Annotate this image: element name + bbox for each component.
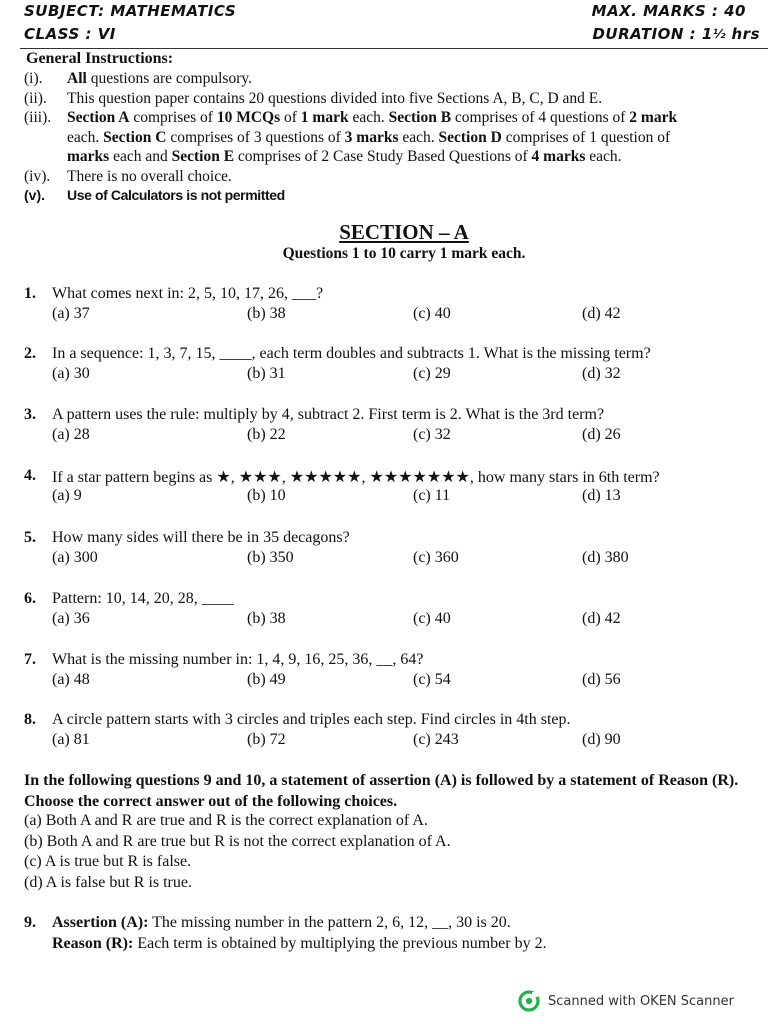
option-c: (c) 54 bbox=[413, 671, 451, 688]
option-c: (c) 243 bbox=[413, 731, 459, 748]
option-c: (c) 11 bbox=[413, 487, 451, 504]
option-d: (d) 32 bbox=[582, 365, 621, 382]
assertion-reason-intro: In the following questions 9 and 10, a statement of assertion (A) is followed by a statement of Reason (R). Choose the correct answer out of the following choices. bbox=[24, 772, 739, 810]
instruction-item bbox=[24, 167, 232, 187]
question-number: 4. bbox=[24, 467, 36, 484]
assertion-choice-a: (a) Both A and R are true and R is the correct explanation of A. bbox=[24, 812, 428, 829]
instruction-text: each. Section C comprises of 3 questions of 3 marks each. Section D comprises of 1 question of bbox=[67, 128, 671, 146]
assertion-line: Assertion (A): The missing number in the pattern 2, 6, 12, __, 30 is 20. bbox=[52, 914, 511, 931]
option-c: (c) 32 bbox=[413, 426, 451, 443]
question-number: 9. bbox=[24, 914, 36, 931]
option-c: (c) 40 bbox=[413, 610, 451, 627]
option-d: (d) 13 bbox=[582, 487, 621, 504]
option-a: (a) 28 bbox=[52, 426, 90, 443]
assertion-choice-d: (d) A is false but R is true. bbox=[24, 874, 192, 891]
assertion-choice-c: (c) A is true but R is false. bbox=[24, 853, 192, 870]
option-d: (d) 90 bbox=[582, 731, 621, 748]
option-a: (a) 37 bbox=[52, 305, 90, 322]
option-c: (c) 29 bbox=[413, 365, 451, 382]
assertion-choice-b: (b) Both A and R are true but R is not the correct explanation of A. bbox=[24, 833, 451, 850]
question-text: In a sequence: 1, 3, 7, 15, ____, each term doubles and subtracts 1. What is the missing term? bbox=[52, 345, 651, 362]
instruction-text: This question paper contains 20 questions divided into five Sections A, B, C, D and E. bbox=[67, 89, 603, 107]
option-d: (d) 56 bbox=[582, 671, 621, 688]
question-number: 6. bbox=[24, 590, 36, 607]
option-b: (b) 10 bbox=[247, 487, 286, 504]
instruction-text: Section A comprises of 10 MCQs of 1 mark each. Section B comprises of 4 questions of 2 mark bbox=[67, 109, 678, 126]
option-c: (c) 40 bbox=[413, 305, 451, 322]
question-number: 5. bbox=[24, 529, 36, 546]
question-number: 2. bbox=[24, 345, 36, 362]
question-text: How many sides will there be in 35 decagons? bbox=[52, 529, 350, 546]
instruction-item bbox=[24, 108, 677, 128]
instruction-text: All questions are compulsory. bbox=[67, 70, 252, 87]
option-a: (a) 81 bbox=[52, 731, 90, 748]
duration-label: DURATION : 1½ hrs bbox=[592, 25, 760, 43]
question-text: If a star pattern begins as ★, ★★★, ★★★★★, ★★★★★★★, how many stars in 6th term? bbox=[52, 469, 660, 486]
general-instructions-title: General Instructions: bbox=[26, 50, 174, 67]
header-divider bbox=[20, 48, 768, 49]
option-a: (a) 48 bbox=[52, 671, 90, 688]
instruction-number: (i). bbox=[24, 70, 43, 87]
option-b: (b) 72 bbox=[247, 731, 286, 748]
option-a: (a) 9 bbox=[52, 487, 82, 504]
option-b: (b) 38 bbox=[247, 305, 286, 322]
question-text: Pattern: 10, 14, 20, 28, ____ bbox=[52, 590, 234, 607]
option-b: (b) 350 bbox=[247, 549, 294, 566]
instruction-number: (iv). bbox=[24, 167, 51, 185]
option-d: (d) 42 bbox=[582, 610, 621, 627]
option-a: (a) 36 bbox=[52, 610, 90, 627]
section-title: SECTION – A bbox=[339, 220, 469, 244]
option-b: (b) 22 bbox=[247, 426, 286, 443]
option-d: (d) 380 bbox=[582, 549, 629, 566]
option-d: (d) 42 bbox=[582, 305, 621, 322]
instruction-number: (v). bbox=[24, 187, 45, 203]
instruction-item bbox=[24, 89, 602, 109]
instruction-item bbox=[24, 147, 622, 167]
question-text: A circle pattern starts with 3 circles and triples each step. Find circles in 4th step. bbox=[52, 711, 571, 728]
subject-label: SUBJECT: MATHEMATICS bbox=[24, 2, 237, 20]
option-d: (d) 26 bbox=[582, 426, 621, 443]
oken-scanner-logo-icon bbox=[518, 990, 540, 1012]
option-a: (a) 30 bbox=[52, 365, 90, 382]
question-text: What is the missing number in: 1, 4, 9, 16, 25, 36, __, 64? bbox=[52, 651, 424, 668]
question-number: 1. bbox=[24, 285, 36, 302]
scanner-text: Scanned with OKEN Scanner bbox=[548, 993, 734, 1009]
option-b: (b) 38 bbox=[247, 610, 286, 627]
option-a: (a) 300 bbox=[52, 549, 98, 566]
option-c: (c) 360 bbox=[413, 549, 459, 566]
question-number: 3. bbox=[24, 406, 36, 423]
instruction-text: Use of Calculators is not permitted bbox=[67, 187, 285, 203]
section-subtitle: Questions 1 to 10 carry 1 mark each. bbox=[282, 245, 526, 262]
instruction-text: There is no overall choice. bbox=[67, 167, 232, 185]
reason-line: Reason (R): Each term is obtained by multiplying the previous number by 2. bbox=[52, 935, 547, 952]
option-b: (b) 49 bbox=[247, 671, 286, 688]
instruction-item bbox=[24, 69, 252, 89]
instruction-number: (iii). bbox=[24, 109, 52, 126]
instruction-text: marks each and Section E comprises of 2 Case Study Based Questions of 4 marks each. bbox=[67, 148, 622, 165]
question-number: 7. bbox=[24, 651, 36, 668]
option-b: (b) 31 bbox=[247, 365, 286, 382]
instruction-item bbox=[24, 128, 670, 148]
class-label: CLASS : VI bbox=[24, 25, 116, 43]
question-text: A pattern uses the rule: multiply by 4, subtract 2. First term is 2. What is the 3rd term? bbox=[52, 406, 605, 423]
instruction-item bbox=[24, 186, 285, 206]
question-text: What comes next in: 2, 5, 10, 17, 26, ___? bbox=[52, 285, 324, 302]
question-number: 8. bbox=[24, 711, 36, 728]
scanner-watermark bbox=[518, 990, 734, 1012]
instruction-number: (ii). bbox=[24, 89, 47, 107]
max-marks-label: MAX. MARKS : 40 bbox=[591, 2, 746, 20]
